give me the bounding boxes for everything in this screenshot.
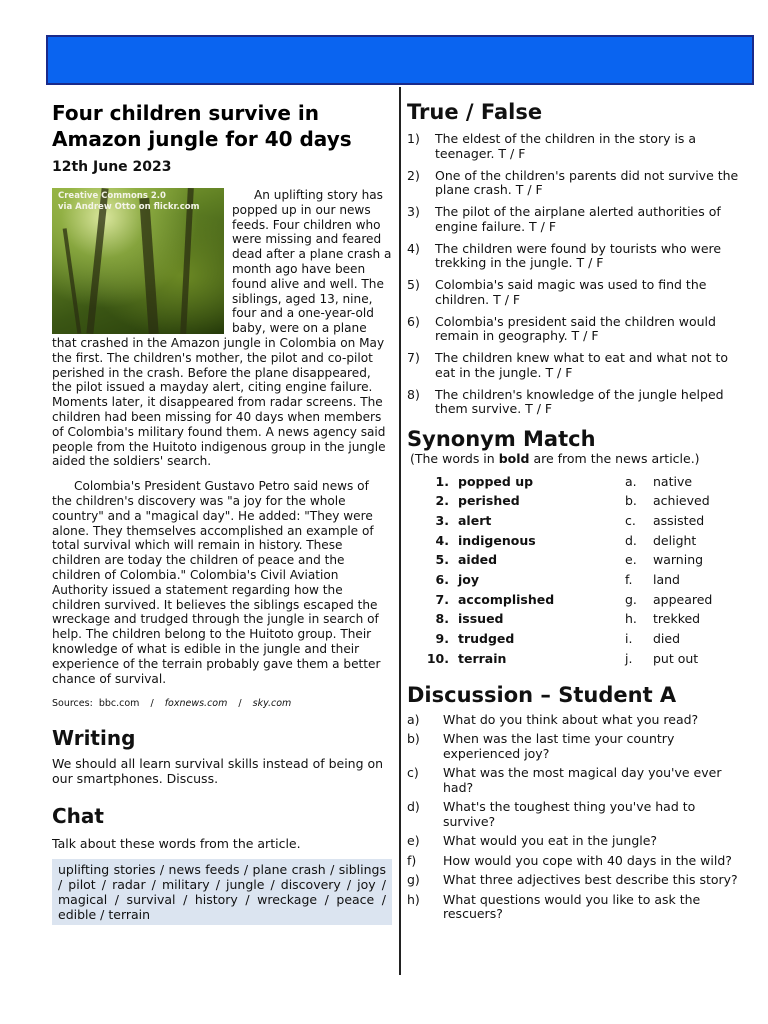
sources-line: Sources: bbc.com / foxnews.com / sky.com bbox=[52, 698, 292, 710]
list-item: b) When was the last time your country experienced joy? bbox=[407, 731, 675, 761]
table-row: 2. perished b. achieved bbox=[435, 493, 710, 509]
list-item: c) What was the most magical day you've ever had? bbox=[407, 765, 722, 795]
table-row: 10. terrain j. put out bbox=[426, 650, 699, 666]
list-item: d) What's the toughest thing you've had to survive? bbox=[407, 799, 696, 829]
table-row: 3. alert c. assisted bbox=[435, 512, 705, 528]
synonym-note: (The words in bold are from the news article.) bbox=[410, 450, 700, 466]
true-false-list bbox=[407, 132, 739, 417]
table-row: 1. popped up a. native bbox=[435, 473, 693, 489]
source-link[interactable]: foxnews.com bbox=[164, 698, 228, 710]
list-item: g) What three adjectives best describe this story? bbox=[407, 872, 738, 888]
chat-word-box: uplifting stories / news feeds / plane crash / siblings / pilot / radar / military / jungle / discovery / joy / magical / survival / history / wreckage / peace / edible / terrain bbox=[52, 859, 392, 925]
list-item: 8) The children's knowledge of the jungle helped them survive. T / F bbox=[407, 386, 724, 416]
left-column bbox=[52, 100, 392, 925]
table-row: 4. indigenous d. delight bbox=[435, 532, 697, 548]
table-row: 6. joy f. land bbox=[435, 572, 680, 588]
article-paragraph-1: Creative Commons 2.0 via Andrew Otto on flickr.com An uplifting story has popped up in our news feeds. Four children who were missing and feared dead after a plane crash a month ago have been found alive and well. The siblings, aged 13, nine, four and a one-year-old baby, were on a plane that crashed in the Amazon jungle in Colombia on May the first. The children's mother, the pilot and co-pilot perished in the crash. Before the plane disappeared, the pilot issued a mayday alert, citing engine failure. Moments later, it disappeared from radar screens. The children had been missing for 40 days when members of Colombia's military found them. A news agency said people from the Huitoto indigenous group in the jungle aided the soldiers' search. bbox=[52, 188, 392, 469]
article-paragraph-2: Colombia's President Gustavo Petro said news of the children's discovery was "a joy for the whole country" and a "magical day". He added: "They were alone. They themselves accomplished an example of total survival which will remain in history. These children are today the children of peace and the children of Colombia." Colombia's Civil Aviation Authority issued a statement regarding how the children survived. It believes the siblings escaped the wreckage and trudged through the jungle in search of help. The children belong to the Huitoto group. Their knowledge of what is edible in the jungle and their experience of the terrain probably gave them a better chance of survival. bbox=[52, 479, 381, 686]
article-headline: Four children survive in Amazon jungle for 40 days bbox=[52, 101, 352, 151]
list-item: 1) The eldest of the children in the story is a teenager. T / F bbox=[407, 131, 697, 161]
right-column bbox=[407, 100, 739, 927]
table-row: 8. issued h. trekked bbox=[435, 611, 701, 627]
source-link[interactable]: bbc.com bbox=[98, 698, 140, 710]
synonym-table bbox=[419, 472, 739, 669]
column-divider bbox=[399, 87, 401, 975]
list-item: a) What do you think about what you read? bbox=[407, 711, 699, 727]
header-banner bbox=[46, 35, 754, 85]
list-item: f) How would you cope with 40 days in the wild? bbox=[407, 852, 732, 868]
article-body bbox=[52, 188, 392, 686]
list-item: 3) The pilot of the airplane alerted authorities of engine failure. T / F bbox=[407, 204, 721, 234]
list-item: 7) The children knew what to eat and what not to eat in the jungle. T / F bbox=[407, 350, 728, 380]
sources-label: Sources: bbox=[52, 698, 93, 710]
list-item: 4) The children were found by tourists who were trekking in the jungle. T / F bbox=[407, 240, 722, 270]
source-link[interactable]: sky.com bbox=[252, 698, 292, 710]
table-row: 9. trudged i. died bbox=[435, 631, 681, 647]
chat-intro: Talk about these words from the article. bbox=[52, 836, 301, 852]
synonym-match-title: Synonym Match bbox=[407, 426, 596, 451]
chat-title: Chat bbox=[52, 804, 104, 829]
list-item: 5) Colombia's said magic was used to find the children. T / F bbox=[407, 277, 707, 307]
true-false-title: True / False bbox=[407, 100, 543, 124]
article-date: 12th June 2023 bbox=[52, 159, 172, 175]
list-item: h) What questions would you like to ask the rescuers? bbox=[407, 891, 701, 922]
list-item: 6) Colombia's president said the children would remain in geography. T / F bbox=[407, 313, 716, 343]
table-row: 7. accomplished g. appeared bbox=[435, 591, 713, 607]
jungle-photo bbox=[52, 188, 224, 334]
table-row: 5. aided e. warning bbox=[435, 552, 704, 568]
photo-credit: Creative Commons 2.0 via Andrew Otto on flickr.com bbox=[58, 191, 200, 212]
discussion-title: Discussion – Student A bbox=[407, 682, 677, 707]
discussion-list bbox=[407, 713, 739, 922]
writing-prompt: We should all learn survival skills instead of being on our smartphones. Discuss. bbox=[52, 756, 384, 787]
list-item: 2) One of the children's parents did not survive the plane crash. T / F bbox=[407, 167, 739, 197]
list-item: e) What would you eat in the jungle? bbox=[407, 833, 658, 849]
writing-title: Writing bbox=[52, 726, 136, 751]
